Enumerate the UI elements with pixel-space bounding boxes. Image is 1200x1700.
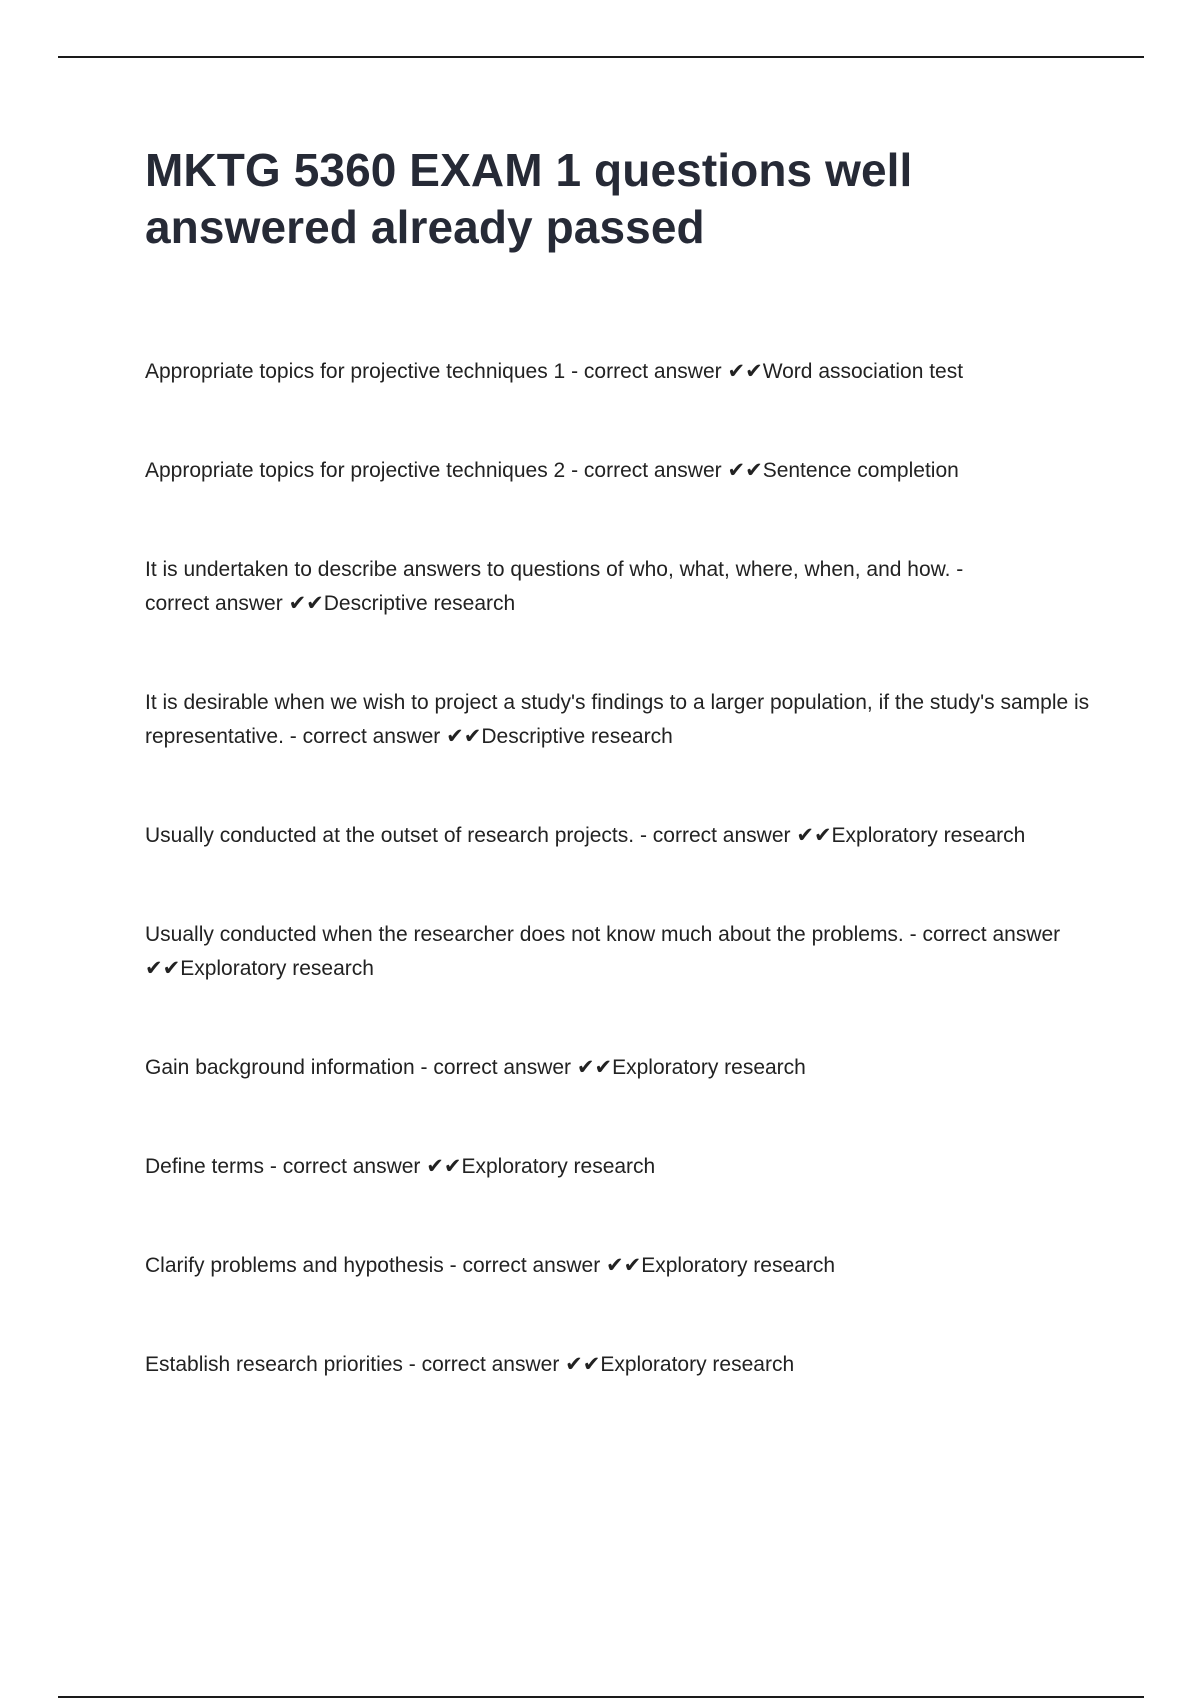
double-check-icon: ✔✔ <box>576 1056 613 1079</box>
question-text: Usually conducted at the outset of research projects. <box>145 824 635 847</box>
answer-label: correct answer <box>302 725 441 748</box>
qa-item: Usually conducted at the outset of research projects. - correct answer ✔✔Exploratory research <box>145 824 1026 847</box>
answer-text: Exploratory research <box>600 1353 795 1376</box>
question-text: Usually conducted when the researcher does not know much about the problems. <box>145 923 904 946</box>
double-check-icon: ✔✔ <box>727 360 763 383</box>
qa-item: Gain background information - correct answer ✔✔Exploratory research <box>145 1056 806 1079</box>
qa-item: Usually conducted when the researcher does not know much about the problems. - correct answer ✔✔Exploratory research <box>145 923 1061 980</box>
double-check-icon: ✔✔ <box>796 824 832 847</box>
double-check-icon: ✔✔ <box>426 1155 462 1178</box>
answer-label: correct answer <box>583 360 722 383</box>
answer-text: Descriptive research <box>323 592 516 615</box>
question-text: Establish research priorities <box>145 1353 403 1376</box>
qa-item: Appropriate topics for projective techniques 2 - correct answer ✔✔Sentence completion <box>145 459 959 482</box>
question-text: It is desirable when we wish to project a study's findings to a larger population, if the study's sample is representative. <box>145 691 1090 748</box>
answer-label: correct answer <box>145 592 283 615</box>
question-text: Define terms <box>145 1155 265 1178</box>
double-check-icon: ✔✔ <box>565 1353 601 1376</box>
answer-text: Exploratory research <box>461 1155 656 1178</box>
answer-text: Descriptive research <box>481 725 673 748</box>
document-title: MKTG 5360 EXAM 1 questions well answered already passed <box>145 144 913 253</box>
top-rule <box>58 56 1144 58</box>
double-check-icon: ✔✔ <box>727 459 763 482</box>
qa-item: Define terms - correct answer ✔✔Exploratory research <box>145 1155 656 1178</box>
qa-item: Establish research priorities - correct answer ✔✔Exploratory research <box>145 1353 795 1376</box>
answer-label: correct answer <box>282 1155 421 1178</box>
answer-label: correct answer <box>421 1353 560 1376</box>
qa-list <box>145 355 1095 1447</box>
qa-item: It is desirable when we wish to project a study's findings to a larger population, if the study's sample is representative. - correct answer ✔✔Descriptive research <box>145 691 1090 748</box>
answer-label: correct answer <box>433 1056 572 1079</box>
double-check-icon: ✔✔ <box>606 1254 642 1277</box>
answer-label: correct answer <box>922 923 1061 946</box>
question-text: Appropriate topics for projective techniques 1 <box>145 360 566 383</box>
double-check-icon: ✔✔ <box>446 725 482 748</box>
answer-text: Sentence completion <box>762 459 959 482</box>
qa-item: Appropriate topics for projective techniques 1 - correct answer ✔✔Word association test <box>145 360 964 383</box>
answer-label: correct answer <box>462 1254 601 1277</box>
question-text: Gain background information <box>145 1056 415 1079</box>
question-text: Clarify problems and hypothesis <box>145 1254 444 1277</box>
question-text: Appropriate topics for projective techniques 2 <box>145 459 566 482</box>
answer-label: correct answer <box>652 824 791 847</box>
answer-text: Exploratory research <box>612 1056 806 1079</box>
answer-text: Exploratory research <box>641 1254 835 1277</box>
qa-item: Clarify problems and hypothesis - correct answer ✔✔Exploratory research <box>145 1254 835 1277</box>
answer-text: Exploratory research <box>831 824 1026 847</box>
double-check-icon: ✔✔ <box>145 957 181 980</box>
question-text: It is undertaken to describe answers to questions of who, what, where, when, and how. <box>145 558 951 581</box>
answer-label: correct answer <box>583 459 722 482</box>
qa-item: It is undertaken to describe answers to questions of who, what, where, when, and how. - correct answer ✔✔Descriptive research <box>145 558 970 615</box>
answer-text: Word association test <box>762 360 964 383</box>
answer-text: Exploratory research <box>180 957 374 980</box>
bottom-rule <box>58 1696 1144 1698</box>
double-check-icon: ✔✔ <box>288 592 324 615</box>
